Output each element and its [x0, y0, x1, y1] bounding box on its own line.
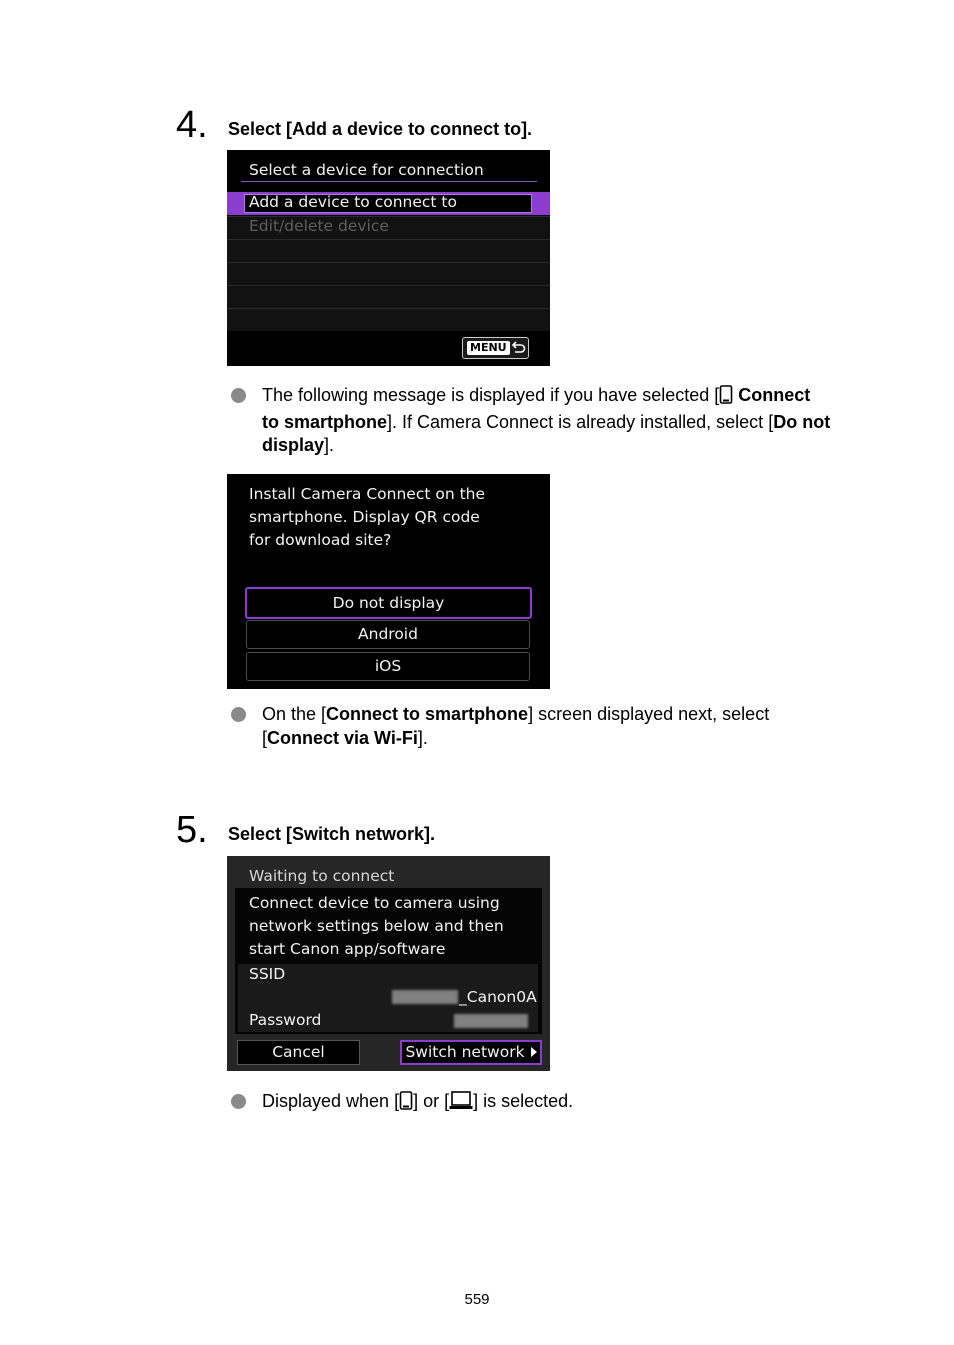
menu-item-add-device[interactable]: Add a device to connect to [249, 193, 457, 211]
list-row [227, 262, 550, 285]
menu-item-edit-delete-device: Edit/delete device [249, 217, 389, 235]
switch-network-label: Switch network [405, 1043, 525, 1061]
prompt-message-line: smartphone. Display QR code [249, 508, 480, 526]
bullet-paragraph: On the [Connect to smartphone] screen displayed next, select [Connect via Wi-Fi]. [262, 704, 770, 748]
ios-button[interactable]: iOS [246, 652, 530, 681]
menu-label: MENU [467, 341, 510, 355]
prompt-message-line: for download site? [249, 531, 392, 549]
instruction-line: start Canon app/software [249, 940, 446, 958]
bullet-icon [231, 707, 246, 722]
android-button[interactable]: Android [246, 620, 530, 649]
step-title: Select [Add a device to connect to]. [228, 119, 533, 139]
smartphone-icon [399, 1091, 413, 1117]
page-number: 559 [464, 1291, 490, 1308]
switch-network-button[interactable] [400, 1040, 542, 1065]
instruction-line: Connect device to camera using [249, 894, 500, 912]
step-number: 4. [176, 104, 208, 146]
camera-screen-waiting-to-connect [227, 856, 550, 1071]
ssid-blurred-prefix [392, 990, 458, 1004]
cancel-button[interactable]: Cancel [237, 1040, 360, 1065]
instruction-line: network settings below and then [249, 917, 504, 935]
camera-screen-install-prompt [227, 474, 550, 689]
return-icon [511, 340, 526, 359]
bullet-paragraph: Displayed when [ ] or [ ] is selected. [262, 1090, 874, 1117]
ssid-value-suffix: _Canon0A [459, 988, 537, 1006]
menu-back-button[interactable] [462, 337, 529, 359]
prompt-message-line: Install Camera Connect on the [249, 485, 486, 503]
bullet-paragraph: The following message is displayed if you have selected [ Connect to smartphone]. If Camera Connect is already installed, select [Do not display]. [262, 385, 831, 455]
ssid-label: SSID [249, 965, 286, 983]
step-number: 5. [176, 809, 208, 851]
list-row [227, 308, 550, 331]
screen-header: Waiting to connect [249, 867, 395, 885]
camera-screen-device-select [227, 150, 550, 366]
computer-icon [449, 1091, 473, 1117]
smartphone-icon [719, 385, 733, 411]
screen-header: Select a device for connection [249, 161, 484, 179]
bullet-icon [231, 1094, 246, 1109]
list-row [227, 239, 550, 262]
step-title: Select [Switch network]. [228, 824, 436, 844]
password-label: Password [249, 1011, 322, 1029]
list-row [227, 285, 550, 308]
arrow-right-icon [531, 1047, 537, 1057]
password-blurred-value [454, 1014, 528, 1028]
do-not-display-button[interactable]: Do not display [245, 587, 532, 619]
bullet-icon [231, 388, 246, 403]
header-divider [241, 181, 537, 182]
